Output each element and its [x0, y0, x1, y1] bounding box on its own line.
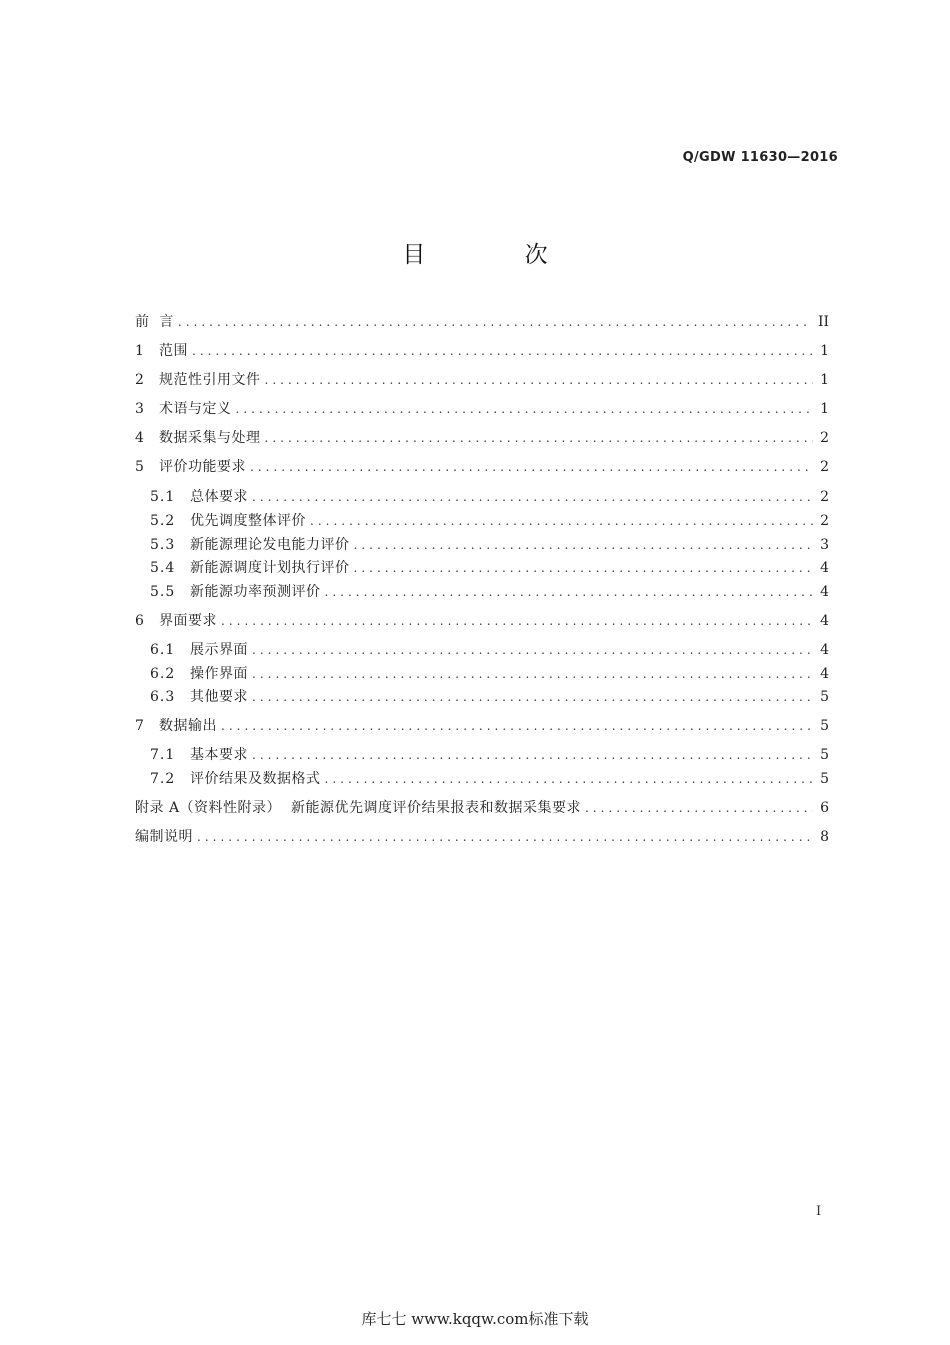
toc-entry-label: 其他要求 — [190, 689, 248, 705]
toc-entry-label: 新能源理论发电能力评价 — [190, 537, 350, 553]
toc-entry-number: 7 — [135, 718, 144, 734]
toc-entry-label: 评价结果及数据格式 — [190, 771, 321, 787]
toc-entry[interactable] — [135, 428, 829, 448]
toc-leader-dots — [252, 640, 813, 660]
toc-entry-number: 6.3 — [150, 689, 176, 705]
toc-entry-number: 6 — [135, 613, 144, 629]
footer-watermark: 库七七 www.kqqw.com标准下载 — [361, 1310, 589, 1328]
toc-entry-page: 1 — [820, 343, 829, 359]
toc-leader-dots — [354, 558, 814, 578]
toc-entry-page: 6 — [820, 800, 829, 816]
toc-entry-label: 数据采集与处理 — [159, 430, 261, 446]
toc-entry[interactable] — [150, 558, 829, 578]
toc-leader-dots — [221, 716, 813, 736]
toc-entry[interactable] — [135, 399, 829, 419]
toc-entry-page: 5 — [820, 689, 829, 705]
toc-leader-dots — [252, 487, 813, 507]
toc-entry-page: 4 — [820, 666, 829, 682]
toc-entry-number: 5 — [135, 459, 144, 475]
toc-entry-number: 4 — [135, 430, 144, 446]
toc-entry-page: 4 — [820, 584, 829, 600]
toc-entry-number: 5.2 — [150, 513, 176, 529]
toc-leader-dots — [197, 827, 813, 847]
toc-entry-label: 附录 A（资料性附录） 新能源优先调度评价结果报表和数据采集要求 — [135, 800, 581, 816]
toc-entry-label: 前 言 — [135, 314, 174, 330]
toc-entry-page: 2 — [820, 489, 829, 505]
toc-leader-dots — [252, 745, 813, 765]
toc-entry-page: 2 — [820, 513, 829, 529]
toc-leader-dots — [250, 457, 813, 477]
toc-entry-page: 1 — [820, 372, 829, 388]
toc-entry-page: 2 — [820, 459, 829, 475]
toc-leader-dots — [192, 341, 813, 361]
toc-entry-label: 术语与定义 — [159, 401, 232, 417]
toc-entry-number: 3 — [135, 401, 144, 417]
page-title: 目 次 — [402, 242, 594, 268]
toc-entry[interactable] — [135, 457, 829, 477]
toc-entry[interactable] — [150, 664, 829, 684]
toc-entry-label: 范围 — [159, 343, 188, 359]
toc-entry-number: 5.5 — [150, 584, 176, 600]
toc-leader-dots — [221, 611, 813, 631]
toc-entry-label: 新能源调度计划执行评价 — [190, 560, 350, 576]
toc-entry-label: 总体要求 — [190, 489, 248, 505]
toc-entry-page: 5 — [820, 771, 829, 787]
toc-entry[interactable] — [135, 827, 829, 847]
toc-leader-dots — [310, 511, 813, 531]
toc-entry-page: 4 — [820, 613, 829, 629]
toc-entry-number: 5.3 — [150, 537, 176, 553]
toc-entry[interactable] — [135, 341, 829, 361]
toc-entry-number: 6.2 — [150, 666, 176, 682]
toc-entry[interactable] — [135, 611, 829, 631]
toc-leader-dots — [252, 687, 813, 707]
page-number: I — [816, 1204, 822, 1219]
toc-entry-label: 规范性引用文件 — [159, 372, 261, 388]
toc-entry[interactable] — [150, 582, 829, 602]
toc-entry-label: 展示界面 — [190, 642, 248, 658]
toc-entry-label: 基本要求 — [190, 747, 248, 763]
toc-entry[interactable] — [150, 511, 829, 531]
toc-entry-page: 1 — [820, 401, 829, 417]
toc-entry-page: 8 — [820, 829, 829, 845]
toc-entry-number: 2 — [135, 372, 144, 388]
toc-leader-dots — [325, 769, 814, 789]
toc-entry-page: 2 — [820, 430, 829, 446]
toc-leader-dots — [325, 582, 814, 602]
toc-entry[interactable] — [150, 535, 829, 555]
toc-entry-label: 优先调度整体评价 — [190, 513, 306, 529]
toc-leader-dots — [178, 312, 812, 332]
toc-entry[interactable] — [135, 312, 829, 332]
toc-entry-number: 7.2 — [150, 771, 176, 787]
toc-entry[interactable] — [150, 769, 829, 789]
toc-entry-number: 6.1 — [150, 642, 176, 658]
toc-entry[interactable] — [135, 370, 829, 390]
toc-leader-dots — [236, 399, 814, 419]
toc-leader-dots — [252, 664, 813, 684]
toc-entry-label: 编制说明 — [135, 829, 193, 845]
toc-entry-label: 界面要求 — [159, 613, 217, 629]
toc-entry-label: 数据输出 — [159, 718, 217, 734]
toc-entry-page: 4 — [820, 642, 829, 658]
toc-entry[interactable] — [150, 745, 829, 765]
toc-entry-page: II — [817, 314, 829, 330]
standard-code: Q/GDW 11630—2016 — [682, 150, 838, 165]
toc-leader-dots — [265, 370, 814, 390]
toc-entry-number: 1 — [135, 343, 144, 359]
toc-entry-number: 7.1 — [150, 747, 176, 763]
toc-entry-page: 3 — [820, 537, 829, 553]
toc-entry[interactable] — [135, 798, 829, 818]
toc-leader-dots — [354, 535, 814, 555]
toc-entry-label: 操作界面 — [190, 666, 248, 682]
toc-entry[interactable] — [150, 640, 829, 660]
toc-leader-dots — [585, 798, 813, 818]
toc-entry-number: 5.4 — [150, 560, 176, 576]
toc-entry-page: 5 — [820, 718, 829, 734]
toc-entry-number: 5.1 — [150, 489, 176, 505]
toc-entry[interactable] — [150, 687, 829, 707]
toc-entry-label: 评价功能要求 — [159, 459, 246, 475]
toc-entry-page: 5 — [820, 747, 829, 763]
toc-entry-label: 新能源功率预测评价 — [190, 584, 321, 600]
toc-entry[interactable] — [150, 487, 829, 507]
toc-leader-dots — [265, 428, 814, 448]
toc-entry[interactable] — [135, 716, 829, 736]
toc-entry-page: 4 — [820, 560, 829, 576]
